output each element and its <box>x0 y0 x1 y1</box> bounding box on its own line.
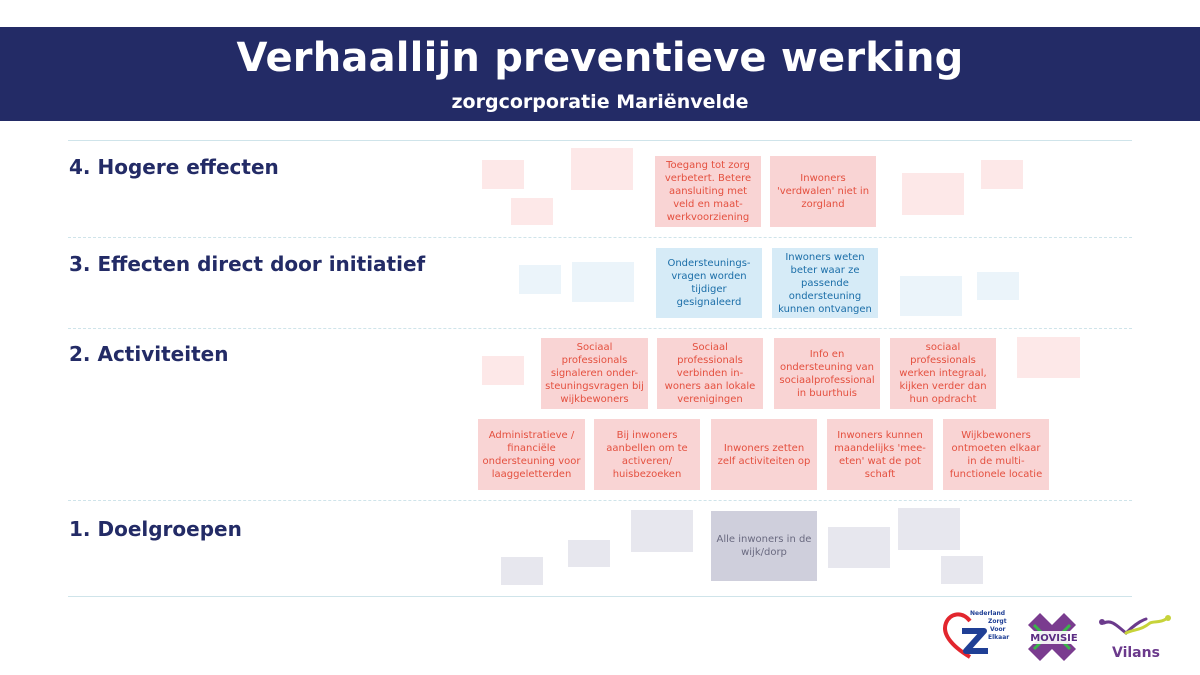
movisie-text: MOVISIE <box>1030 633 1078 644</box>
page-subtitle: zorgcorporatie Mariënvelde <box>451 91 749 113</box>
placeholder-box <box>519 265 561 294</box>
divider-top <box>68 140 1132 141</box>
placeholder-box <box>568 540 610 567</box>
activity-box-verbinden: Sociaal professionals verbinden in-woners aan lokale verenigingen <box>657 338 763 409</box>
activity-box-huisbezoeken: Bij inwoners aanbellen om te activeren/ huisbezoeken <box>594 419 700 490</box>
placeholder-box <box>981 160 1023 189</box>
activity-box-zelf-activiteiten: Inwoners zetten zelf activiteiten op <box>711 419 817 490</box>
placeholder-box <box>898 508 960 550</box>
vilans-text: Vilans <box>1112 645 1160 661</box>
nzve-text-3: Voor <box>990 626 1006 633</box>
placeholder-box <box>501 557 543 585</box>
placeholder-box <box>511 198 553 225</box>
activity-box-mee-eten: Inwoners kunnen maandelijks 'mee-eten' wat de pot schaft <box>827 419 933 490</box>
level-label-effecten-direct: 3. Effecten direct door initiatief <box>69 252 426 276</box>
effect-box-tijdiger-gesignaleerd: Ondersteunings-vragen worden tijdiger gesignaleerd <box>656 248 762 318</box>
placeholder-box <box>977 272 1019 300</box>
placeholder-box <box>631 510 693 552</box>
effect-box-verdwalen: Inwoners 'verdwalen' niet in zorgland <box>770 156 876 227</box>
effect-box-passende-ondersteuning: Inwoners weten beter waar ze passende ondersteuning kunnen ontvangen <box>772 248 878 318</box>
target-group-box-alle-inwoners: Alle inwoners in de wijk/dorp <box>711 511 817 581</box>
activity-box-buurthuis: Info en ondersteuning van sociaalprofessional in buurthuis <box>774 338 880 409</box>
placeholder-box <box>1017 337 1080 378</box>
nzve-text-1: Nederland <box>970 610 1006 617</box>
page-title: Verhaallijn preventieve werking <box>236 35 964 81</box>
movisie-logo <box>1028 613 1080 661</box>
activity-box-ontmoeten: Wijkbewoners ontmoeten elkaar in de multi-functionele locatie <box>943 419 1049 490</box>
activity-box-signaleren: Sociaal professionals signaleren onder-steuningsvragen bij wijkbewoners <box>541 338 648 409</box>
placeholder-box <box>828 527 890 568</box>
vilans-logo <box>1099 615 1171 661</box>
placeholder-box <box>941 556 983 584</box>
level-label-doelgroepen: 1. Doelgroepen <box>69 517 242 541</box>
placeholder-box <box>572 262 634 302</box>
divider-3-4 <box>68 237 1132 238</box>
divider-bottom <box>68 596 1132 597</box>
level-label-activiteiten: 2. Activiteiten <box>69 342 229 366</box>
partner-logos <box>940 605 1180 665</box>
divider-1-2 <box>68 500 1132 501</box>
placeholder-box <box>571 148 633 190</box>
placeholder-box <box>902 173 964 215</box>
placeholder-box <box>482 160 524 189</box>
level-label-hogere-effecten: 4. Hogere effecten <box>69 155 279 179</box>
partner-logos-svg <box>940 605 1180 665</box>
divider-2-3 <box>68 328 1132 329</box>
effect-box-toegang-zorg: Toegang tot zorg verbetert. Betere aansluiting met veld en maat-werkvoorziening <box>655 156 761 227</box>
nzve-heart-logo <box>945 610 1009 657</box>
nzve-text-4: Elkaar <box>988 634 1010 641</box>
activity-box-integraal: sociaal professionals werken integraal, kijken verder dan hun opdracht <box>890 338 996 409</box>
placeholder-box <box>900 276 962 316</box>
placeholder-box <box>482 356 524 385</box>
nzve-text-2: Zorgt <box>988 618 1007 625</box>
activity-box-laaggeletterden: Administratieve / financiële ondersteuning voor laaggeletterden <box>478 419 585 490</box>
header-banner <box>0 27 1200 121</box>
